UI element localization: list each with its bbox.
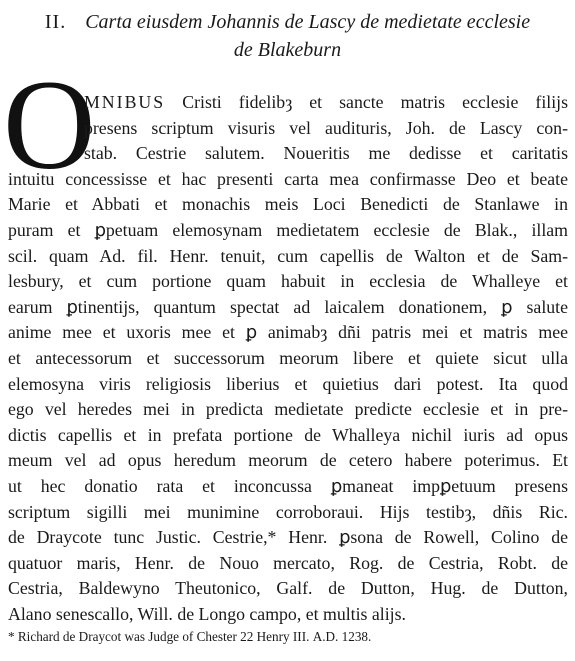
footnote-text: * Richard de Draycot was Judge of Chester 22 Henry III. — [8, 629, 310, 644]
charter-line-15: meum vel ad opus heredum meorum de cetero habere poterimus. Et — [8, 450, 568, 471]
charter-line-14: dictis capellis et in prefata portione de Whalleya nichil iuris ad opus — [8, 424, 568, 445]
charter-line-19: quatuor maris, Henr. de Nouo mercato, Rog. de Cestria, Robt. de — [8, 552, 568, 573]
charter-line-17: scriptum sigilli mei munimine corroboraui. Hijs testibȝ, dñis Ric. — [8, 501, 568, 522]
charter-line-4: intuitu concessisse et hac presenti carta mea confirmasse Deo et beate — [8, 168, 568, 189]
drop-capital: O — [3, 54, 96, 196]
charter-line-21: Alano senescallo, Will. de Longo campo, et multis alijs. — [8, 604, 406, 624]
charter-line-5: Marie et Abbati et monachis meis Loci Benedicti de Stanlawe in — [8, 194, 568, 215]
charter-number: II. — [44, 11, 67, 33]
charter-line-3: stab. Cestrie salutem. Noueritis me dedisse et caritatis — [84, 143, 568, 164]
footnote — [8, 628, 371, 646]
charter-line-13: ego vel heredes mei in predicta medietate predicte ecclesie et in pre- — [8, 399, 568, 420]
charter-line-6: puram et ꝑpetuam elemosynam medietatem ecclesie de Blak., illam — [8, 220, 568, 240]
charter-line-11: et antecessorum et successorum meorum libere et quiete sicut ulla — [8, 348, 568, 368]
charter-line-12: elemosyna viris religiosis liberius et quietius dari potest. Ita quod — [8, 373, 568, 394]
charter-line-10: anime mee et uxoris mee et ꝑ animabȝ dñi patris mei et matris mee — [8, 322, 568, 343]
charter-line-16: ut hec donatio rata et inconcussa ꝑmaneat impꝑetuum presens — [8, 476, 568, 496]
charter-line-9: earum ꝑtinentijs, quantum spectat ad laicalem donationem, ꝑ salute — [8, 296, 568, 317]
charter-line-2: presens scriptum visuris vel audituris, Joh. de Lascy con- — [84, 117, 568, 138]
charter-title-line-2: de Blakeburn — [233, 39, 342, 61]
charter-heading — [0, 8, 575, 36]
footnote-year: 1238. — [341, 629, 372, 644]
opening-capitals: MNIBUS — [84, 92, 166, 112]
charter-line-1 — [84, 90, 568, 116]
charter-line-1-text: Cristi fidelibȝ et sancte matris ecclesie filijs — [182, 92, 568, 112]
charter-line-18: de Draycote tunc Justic. Cestrie,* Henr. ꝑsona de Rowell, Colino de — [8, 527, 568, 548]
charter-line-20: Cestria, Baldewyno Theutonico, Galf. de Dutton, Hug. de Dutton, — [8, 578, 568, 599]
charter-line-8: lesbury, et cum portione quam habuit in ecclesia de Whalleye et — [8, 271, 568, 292]
charter-title-line-1: Carta eiusdem Johannis de Lascy de medietate ecclesie — [85, 11, 531, 33]
footnote-era: A.D. — [312, 629, 339, 644]
charter-line-7: scil. quam Ad. fil. Henr. tenuit, cum capellis de Walton et de Sam- — [8, 245, 568, 266]
